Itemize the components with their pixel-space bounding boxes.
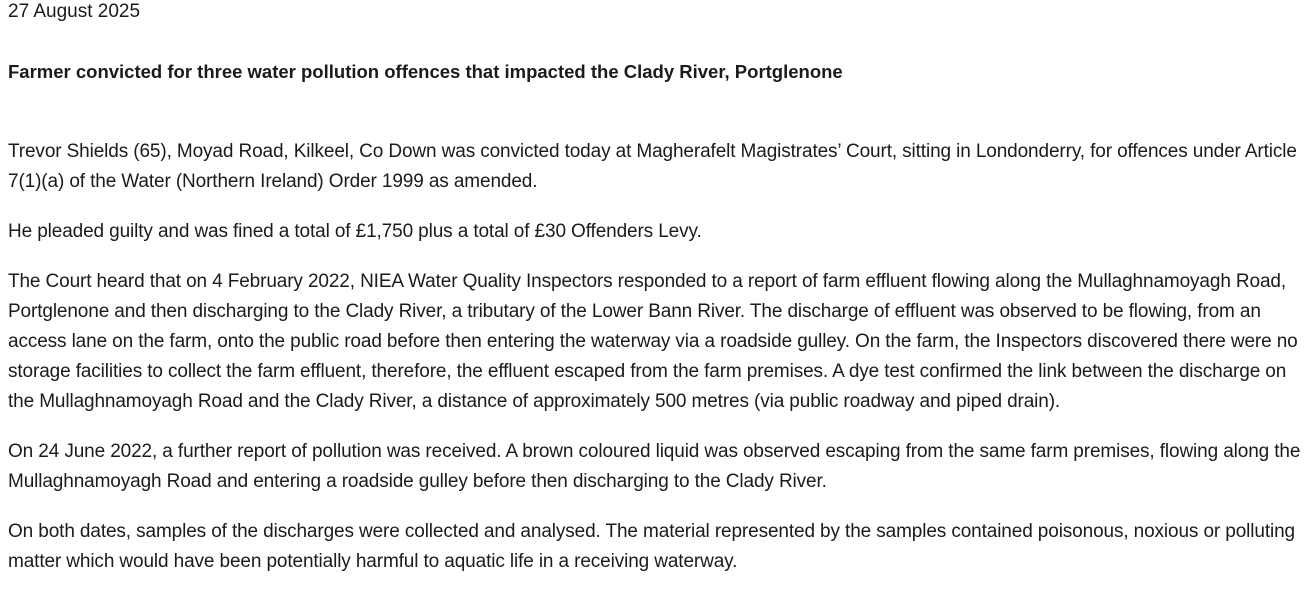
article-body <box>8 137 1308 597</box>
article-date: 27 August 2025 <box>8 1 141 22</box>
paragraph-samples: On both dates, samples of the discharges were collected and analysed. The material represented by the samples contained poisonous, noxious or polluting matter which would have been potentially harmful to aquatic life in a receiving waterway. <box>8 521 1295 572</box>
paragraph-fine: He pleaded guilty and was fined a total of £1,750 plus a total of £30 Offenders Levy. <box>8 221 702 242</box>
paragraph-second-incident: On 24 June 2022, a further report of pollution was received. A brown coloured liquid was observed escaping from the same farm premises, flowing along the Mullaghnamoyagh Road and entering a roadside gulley before then discharging to the Clady River. <box>8 441 1301 492</box>
article-headline: Farmer convicted for three water pollution offences that impacted the Clady River, Portglenone <box>8 61 843 82</box>
paragraph-conviction: Trevor Shields (65), Moyad Road, Kilkeel, Co Down was convicted today at Magherafelt Magistrates’ Court, sitting in Londonderry, for offences under Article 7(1)(a) of the Water (Northern Ireland) Order 1999 as amended. <box>8 141 1297 192</box>
paragraph-first-incident: The Court heard that on 4 February 2022, NIEA Water Quality Inspectors responded to a report of farm effluent flowing along the Mullaghnamoyagh Road, Portglenone and then discharging to the Clady River, a tributary of the Lower Bann River. The discharge of effluent was observed to be flowing, from an access lane on the farm, onto the public road before then entering the waterway via a roadside gulley. On the farm, the Inspectors discovered there were no storage facilities to collect the farm effluent, therefore, the effluent escaped from the farm premises. A dye test confirmed the link between the discharge on the Mullaghnamoyagh Road and the Clady River, a distance of approximately 500 metres (via public roadway and piped drain). <box>8 271 1298 412</box>
